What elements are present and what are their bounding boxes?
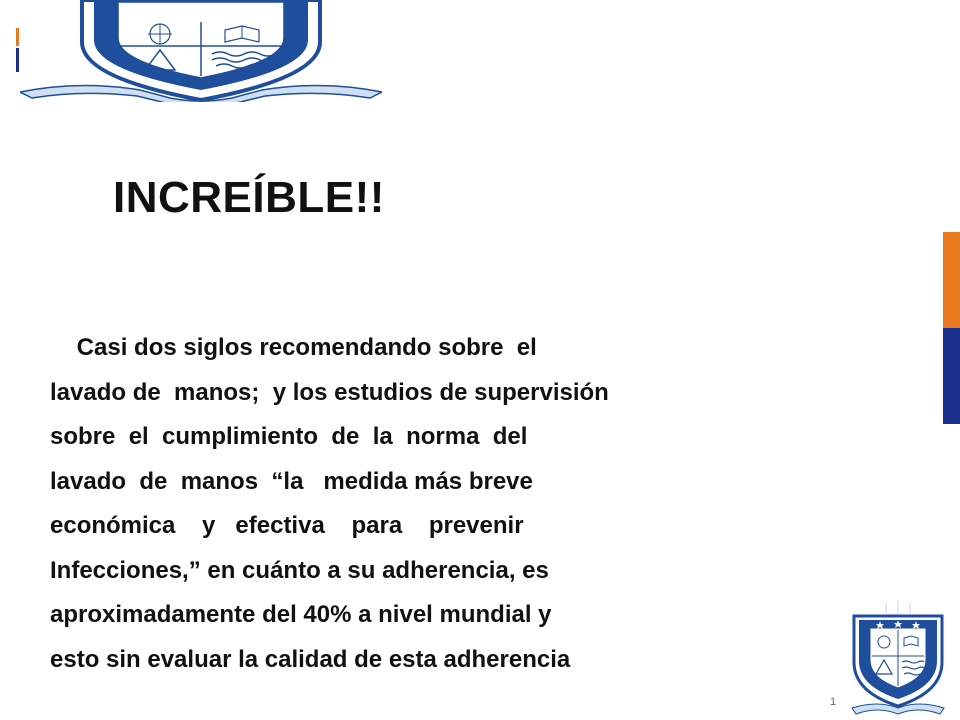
body-line: Casi dos siglos recomendando sobre el	[50, 334, 537, 361]
body-line: sobre el cumplimiento de la norma del	[50, 423, 528, 450]
page-title: INCREÍBLE!!	[113, 173, 385, 222]
side-accent-blue	[943, 328, 960, 424]
body-line: económica y efectiva para prevenir	[50, 512, 524, 539]
university-logo-top	[20, 0, 382, 102]
accent-line-blue	[16, 48, 19, 72]
body-line: aproximadamente del 40% a nivel mundial y	[50, 601, 552, 628]
body-line: lavado de manos; y los estudios de supervisión	[50, 378, 609, 406]
body-paragraph	[50, 326, 810, 682]
side-accent-orange	[943, 232, 960, 328]
page-number: 1	[830, 696, 837, 708]
body-line: Infecciones,” en cuánto a su adherencia, es	[50, 556, 549, 584]
university-logo-bottom	[848, 600, 948, 718]
accent-line-orange	[16, 28, 19, 46]
body-line: esto sin evaluar la calidad de esta adherencia	[50, 645, 571, 673]
body-line: lavado de manos “la medida más breve	[50, 467, 533, 495]
